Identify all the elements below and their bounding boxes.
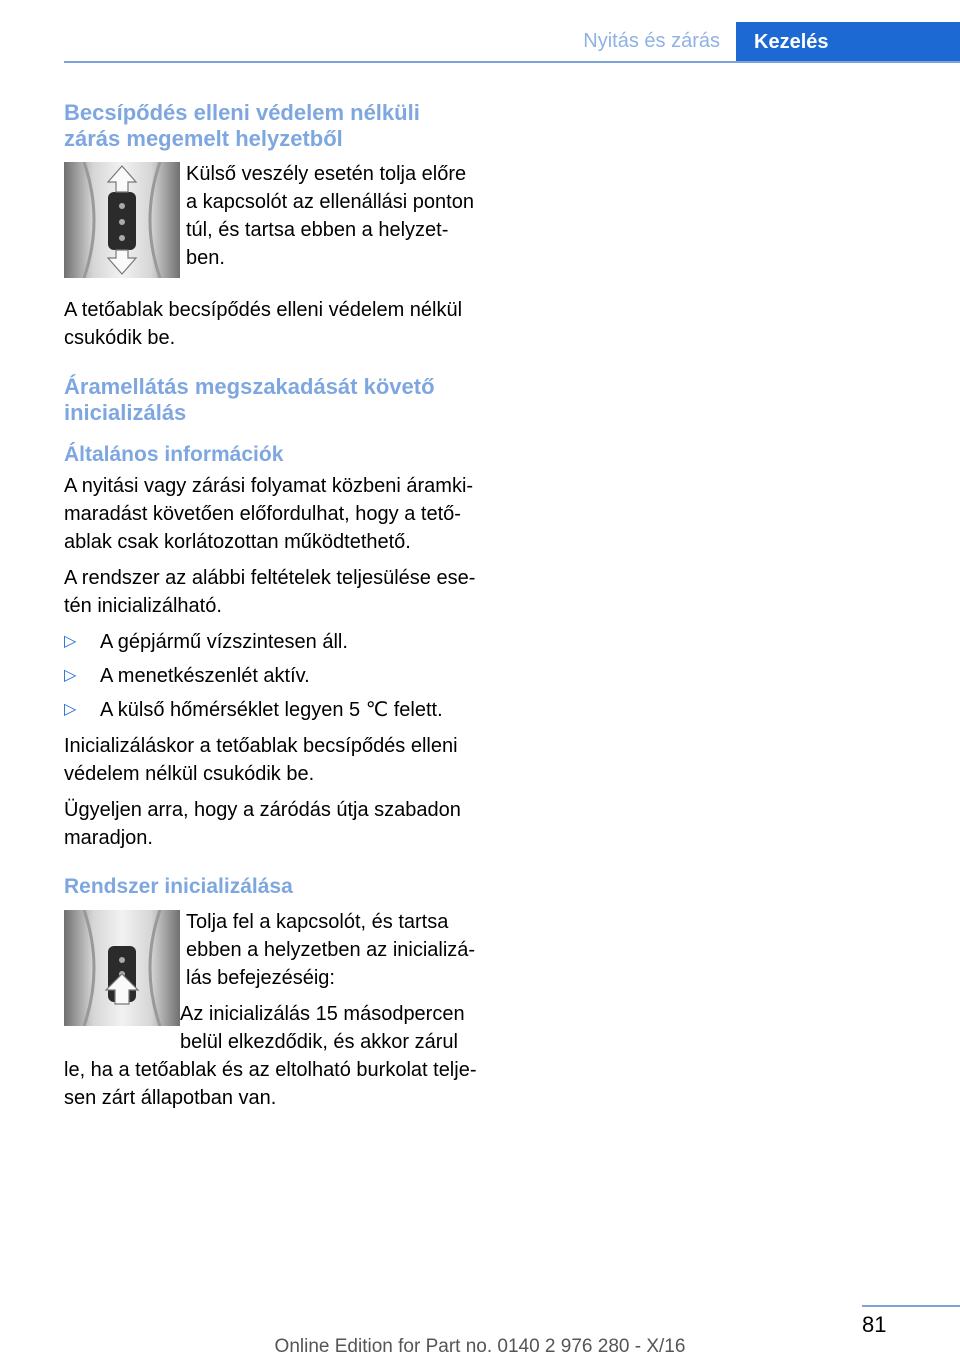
triangle-bullet-icon: ▷ bbox=[64, 633, 77, 650]
figure-block-1 bbox=[64, 160, 478, 286]
paragraph-power-loss: A nyitási vagy zárási folyamat közbeni áramkimaradást követően előfordulhat, hogy a tetőablak csak korlátozottan működtethető. bbox=[64, 475, 474, 553]
switch-push-forward-figure bbox=[64, 162, 180, 278]
paragraph-conditions: A rendszer az alábbi feltételek teljesülése esetén inicializálható. bbox=[64, 567, 476, 617]
section-title-pinch-free-close: Becsípődés elleni védelem nélküli zárás megemelt helyzetből bbox=[64, 100, 420, 151]
main-column bbox=[64, 100, 478, 1112]
triangle-bullet-icon: ▷ bbox=[64, 667, 77, 684]
page-number: 81 bbox=[862, 1312, 887, 1337]
paragraph-init-timing: Az inicializálás 15 másodpercen belül elkezdődik, és akkor zárul le, ha a tetőablak és az eltolható burkolat teljesen zárt állapotban van. bbox=[64, 1003, 477, 1109]
figure-block-2 bbox=[64, 908, 478, 1112]
list-item: ▷ A menetkészenlét aktív. bbox=[64, 662, 478, 690]
sunroof-switch-up-icon bbox=[64, 910, 180, 1026]
triangle-bullet-icon: ▷ bbox=[64, 701, 77, 718]
section-title-power-interrupt: Áramellátás megszakadását követő inicializálás bbox=[64, 374, 435, 425]
header-chapter-label: Kezelés bbox=[754, 31, 829, 53]
switch-push-up-figure bbox=[64, 910, 180, 1026]
page-number-rule bbox=[862, 1305, 960, 1307]
paragraph-pinch-free: A tetőablak becsípődés elleni védelem nélkül csukódik be. bbox=[64, 299, 463, 349]
paragraph-init-close: Inicializáláskor a tetőablak becsípődés elleni védelem nélkül csukódik be. bbox=[64, 735, 458, 785]
subsection-title-general-info: Általános információk bbox=[64, 443, 284, 466]
figure-2-text: Tolja fel a kapcsolót, és tartsa ebben a helyzetben az inicializálás befejezéséig: bbox=[186, 911, 476, 989]
list-item: ▷ A gépjármű vízszintesen áll. bbox=[64, 628, 478, 656]
list-item: ▷ A külső hőmérséklet legyen 5 ℃ felett. bbox=[64, 696, 478, 724]
sunroof-switch-icon bbox=[64, 162, 180, 278]
paragraph-keep-clear: Ügyeljen arra, hogy a záródás útja szabadon maradjon. bbox=[64, 799, 461, 849]
header-section-title: Nyitás és zárás bbox=[583, 30, 720, 52]
conditions-list bbox=[64, 628, 478, 724]
footer-edition: Online Edition for Part no. 0140 2 976 280 - X/16 bbox=[274, 1336, 686, 1357]
page-header bbox=[0, 0, 960, 64]
header-chapter-tab bbox=[736, 22, 960, 63]
subsection-title-system-init: Rendszer inicializálása bbox=[64, 875, 293, 898]
header-rule bbox=[64, 61, 960, 63]
figure-1-text: Külső veszély esetén tolja előre a kapcsolót az ellenállási ponton túl, és tartsa ebben a helyzetben. bbox=[186, 163, 474, 269]
